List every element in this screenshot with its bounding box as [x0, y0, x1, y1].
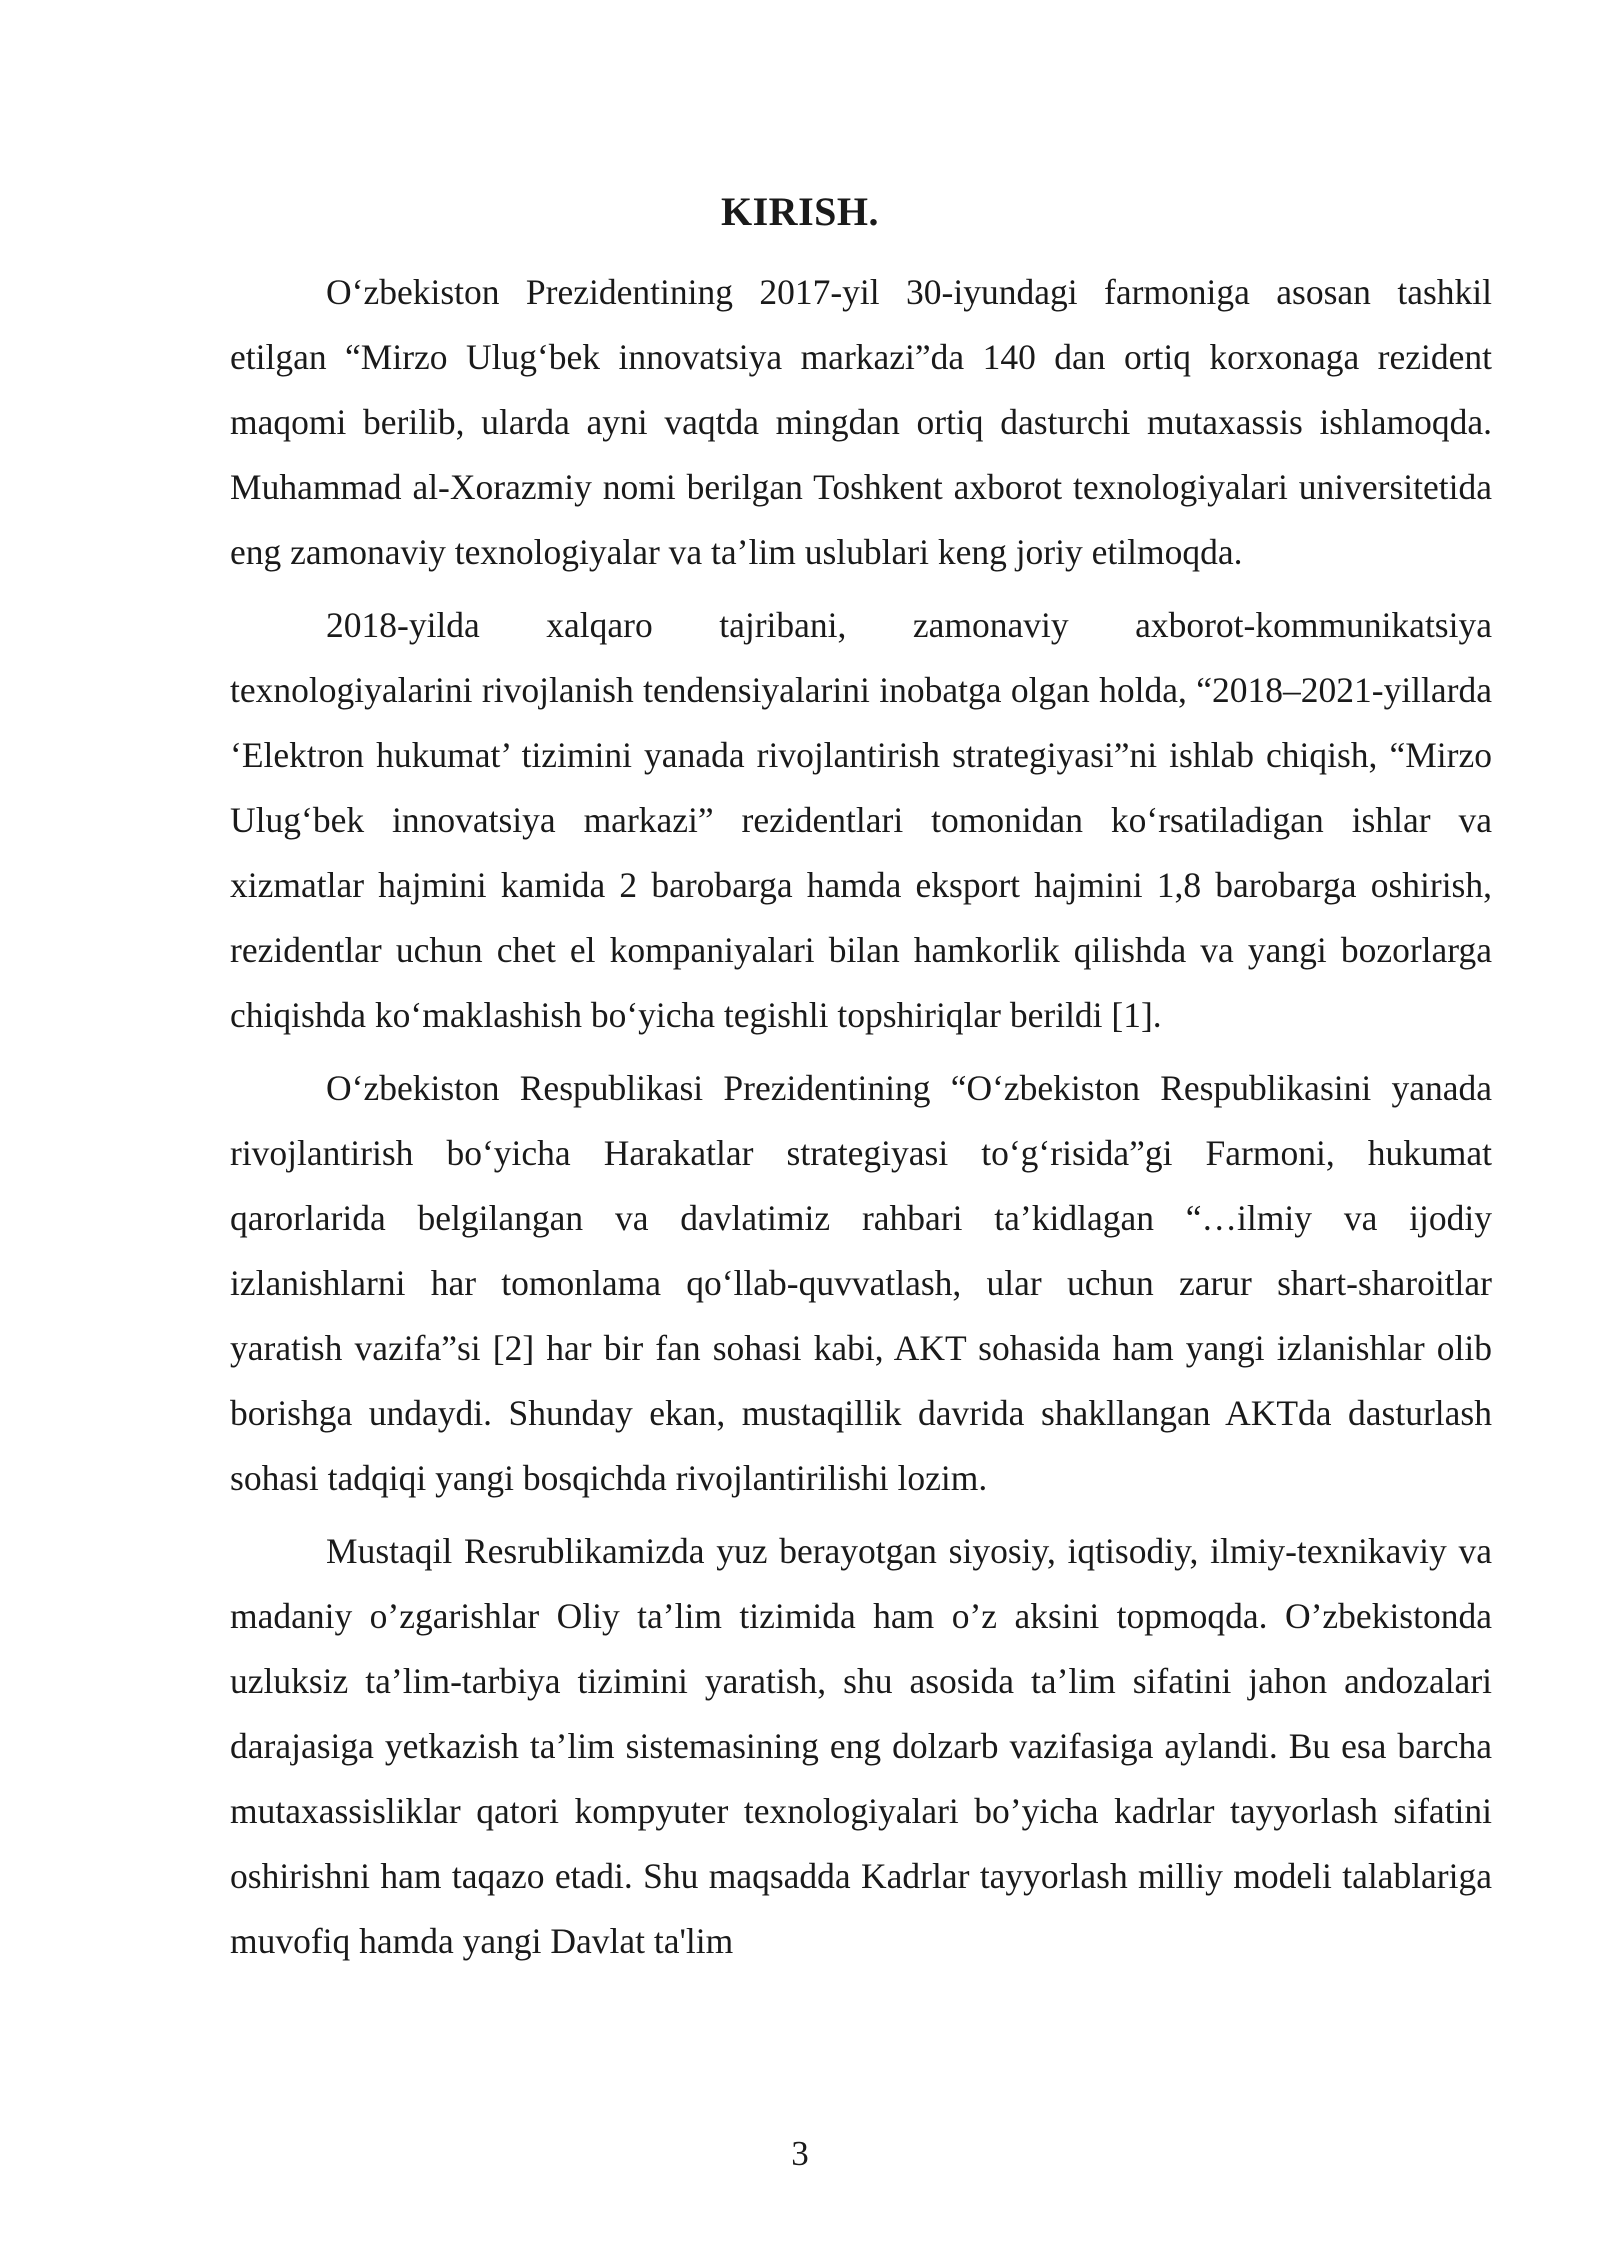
paragraph-1: O‘zbekiston Prezidentining 2017-yil 30-iyundagi farmoniga asosan tashkil etilgan “Mirzo Ulug‘bek innovatsiya markazi”da 140 dan ortiq korxonaga rezident maqomi berilib, ularda ayni vaqtda mingdan ortiq dasturchi mutaxassis ishlamoqda. Muhammad al-Xorazmiy nomi berilgan Toshkent axborot texnologiyalari universitetida eng zamonaviy texnologiyalar va ta’lim uslublari keng joriy etilmoqda.: [230, 272, 1492, 572]
page-title: KIRISH.: [721, 189, 879, 234]
paragraph-2: 2018-yilda xalqaro tajribani, zamonaviy axborot-kommunikatsiya texnologiyalarini rivojlanish tendensiyalarini inobatga olgan holda, “2018–2021-yillarda ‘Elektron hukumat’ tizimini yanada rivojlantirish strategiyasi”ni ishlab chiqish, “Mirzo Ulug‘bek innovatsiya markazi” rezidentlari tomonidan ko‘rsatiladigan ishlar va xizmatlar hajmini kamida 2 barobarga hamda eksport hajmini 1,8 barobarga oshirish, rezidentlar uchun chet el kompaniyalari bilan hamkorlik qilishda va yangi bozorlarga chiqishda ko‘maklashish bo‘yicha tegishli topshiriqlar berildi [1].: [230, 605, 1492, 1035]
paragraph-4: Mustaqil Resrublikamizda yuz berayotgan siyosiy, iqtisodiy, ilmiy-texnikaviy va madaniy o’zgarishlar Oliy ta’lim tizimida ham o’z aksini topmoqda. O’zbekistonda uzluksiz ta’lim-tarbiya tizimini yaratish, shu asosida ta’lim sifatini jahon andozalari darajasiga yetkazish ta’lim sistemasining eng dolzarb vazifasiga aylandi. Bu esa barcha mutaxassisliklar qatori kompyuter texnologiyalari bo’yicha kadrlar tayyorlash sifatini oshirishni ham taqazo etadi. Shu maqsadda Kadrlar tayyorlash milliy modeli talablariga muvofiq hamda yangi Davlat ta'lim: [230, 1531, 1492, 1961]
page-number: 3: [791, 2134, 809, 2173]
paragraph-3: O‘zbekiston Respublikasi Prezidentining “O‘zbekiston Respublikasini yanada rivojlantirish bo‘yicha Harakatlar strategiyasi to‘g‘risida”gi Farmoni, hukumat qarorlarida belgilangan va davlatimiz rahbari ta’kidlagan “…ilmiy va ijodiy izlanishlarni har tomonlama qo‘llab-quvvatlash, ular uchun zarur shart-sharoitlar yaratish vazifa”si [2] har bir fan sohasi kabi, AKT sohasida ham yangi izlanishlar olib borishga undaydi. Shunday ekan, mustaqillik davrida shakllangan AKTda dasturlash sohasi tadqiqi yangi bosqichda rivojlantirilishi lozim.: [230, 1068, 1492, 1498]
body-text: [230, 260, 1492, 1982]
